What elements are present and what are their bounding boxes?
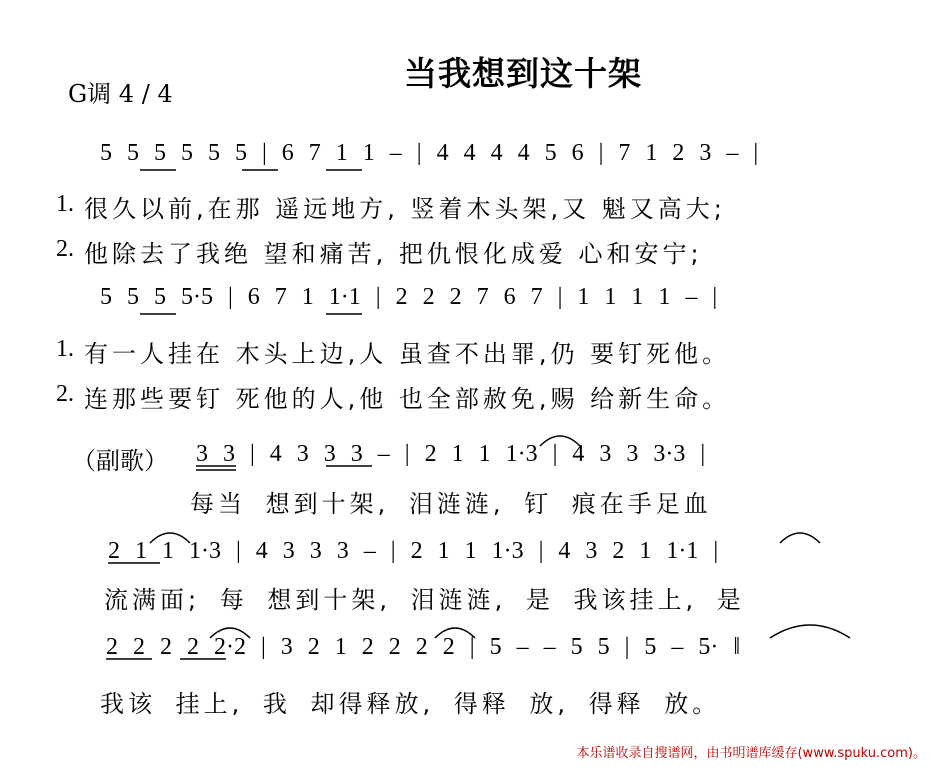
notation-line-1: 5 5 5 5 5 5 | 6 7 1 1 – | 4 4 4 4 5 6 | 7 1 2 3 – | bbox=[100, 140, 759, 166]
chorus-lyric-3: 我该 挂上, 我 却得释放, 得释 放, 得释 放。 bbox=[100, 690, 721, 718]
verse-number: 1. bbox=[56, 191, 74, 217]
lyric-line-2-verse-1: 有一人挂在 木头上边,人 虽查不出罪,仍 要钉死他。 bbox=[84, 340, 731, 368]
notation-line-2: 5 5 5 5·5 | 6 7 1 1·1 | 2 2 2 7 6 7 | 1 1 1 1 – | bbox=[100, 284, 718, 310]
source-footer: 本乐谱收录自搜谱网，由书明谱库缓存(www.spuku.com)。 bbox=[576, 746, 926, 761]
lyric-line-2-verse-2: 连那些要钉 死他的人,他 也全部赦免,赐 给新生命。 bbox=[84, 385, 731, 413]
chorus-notation-3: 2 2 2 2 2·2 | 3 2 1 2 2 2 2 | 5 – – 5 5 | 5 – 5· ‖ bbox=[106, 634, 741, 660]
song-title: 当我想到这十架 bbox=[404, 54, 642, 93]
lyric-line-1-verse-1: 很久以前,在那 遥远地方, 竖着木头架,又 魁又高大; bbox=[84, 195, 726, 223]
lyric-line-1-verse-2: 他除去了我绝 望和痛苦, 把仇恨化成爱 心和安宁; bbox=[84, 240, 703, 268]
chorus-label: （副歌） bbox=[72, 449, 168, 475]
chorus-notation-1: 3 3 | 4 3 3 3 – | 2 1 1 1·3 | 4 3 3 3·3 | bbox=[196, 441, 706, 467]
chorus-notation-2: 2 1 1 1·3 | 4 3 3 3 – | 2 1 1 1·3 | 4 3 2 1 1·1 | bbox=[108, 538, 719, 564]
verse-number: 2. bbox=[56, 381, 74, 407]
key-signature: G调 4 / 4 bbox=[68, 80, 173, 108]
verse-number: 1. bbox=[56, 336, 74, 362]
chorus-lyric-1: 每当 想到十架, 泪涟涟, 钉 痕在手足血 bbox=[190, 490, 712, 518]
chorus-lyric-2: 流满面; 每 想到十架, 泪涟涟, 是 我该挂上, 是 bbox=[104, 586, 745, 614]
verse-number: 2. bbox=[56, 236, 74, 262]
